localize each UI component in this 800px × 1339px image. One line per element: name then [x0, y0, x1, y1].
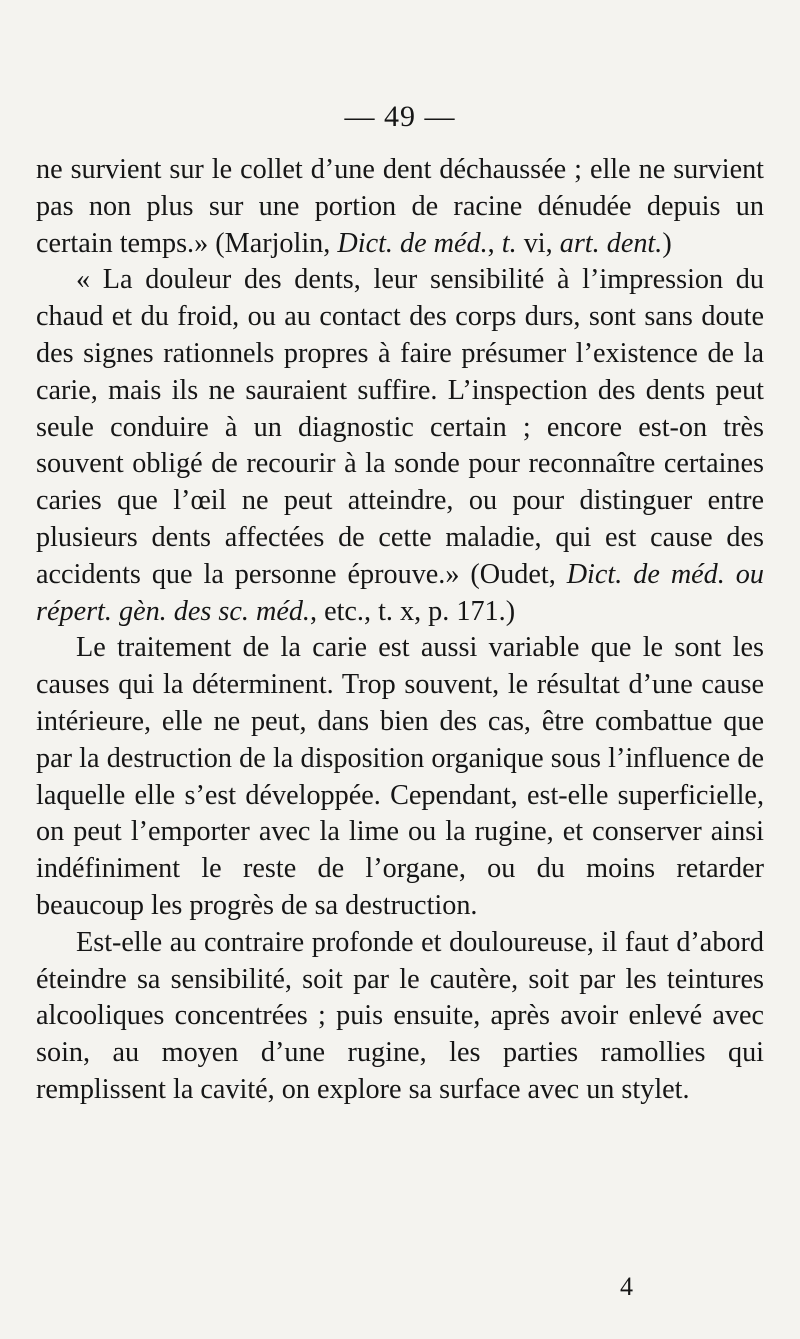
body-text	[36, 152, 764, 1109]
italic-text: t.	[501, 227, 517, 259]
page-number-header: — 49 —	[344, 100, 456, 133]
signature-mark: 4	[620, 1272, 633, 1301]
paragraph-text: ,	[487, 227, 502, 259]
italic-text: Dict. de méd. ou répert. gèn. des sc. méd.	[36, 558, 764, 627]
paragraph-text: , etc., t. x, p. 171.)	[309, 595, 516, 627]
paragraph-text: vi,	[516, 227, 560, 259]
paragraph-text: Est-elle au contraire profonde et douloureuse, il faut d’abord éteindre sa sensibilité, soit par le cautère, soit par les teintures alcooliques concentrées ; puis ensuite, après avoir enlevé avec soin, au moyen d’une rugine, les parties ramollies qui remplissent la cavité, on explore sa surface avec un stylet.	[36, 926, 764, 1105]
paragraph-text: « La douleur des dents, leur sensibilité à l’impression du chaud et du froid, ou au contact des corps durs, sont sans doute des signes rationnels propres à faire présumer l’existence de la carie, mais ils ne sauraient suffire. L’inspection des dents peut seule conduire à un diagnostic certain ; encore est-on très souvent obligé de recourir à la sonde pour reconnaître certaines caries que l’œil ne peut atteindre, ou pour distinguer entre plusieurs dents affectées de cette maladie, qui est cause des accidents que la personne éprouve.» (Oudet,	[36, 264, 764, 590]
italic-text: art. dent.	[559, 227, 663, 259]
paragraph	[36, 152, 764, 262]
paragraph-text: )	[662, 227, 672, 259]
paragraph	[36, 630, 764, 924]
paragraph	[36, 262, 764, 630]
italic-text: Dict. de méd.	[337, 227, 488, 259]
paragraph	[36, 925, 764, 1109]
paragraph-text: Le traitement de la carie est aussi variable que le sont les causes qui la déterminent. Trop souvent, le résultat d’une cause intérieure, elle ne peut, dans bien des cas, être combattue que par la destruction de la disposition organique sous l’influence de laquelle elle s’est développée. Cependant, est-elle superficielle, on peut l’emporter avec la lime ou la rugine, et conserver ainsi indéfiniment le reste de l’organe, ou du moins retarder beaucoup les progrès de sa destruction.	[36, 632, 764, 921]
paragraph-text: ne survient sur le collet d’une dent déchaussée ; elle ne survient pas non plus sur une portion de racine dénudée depuis un certain temps.» (Marjolin,	[36, 154, 764, 259]
